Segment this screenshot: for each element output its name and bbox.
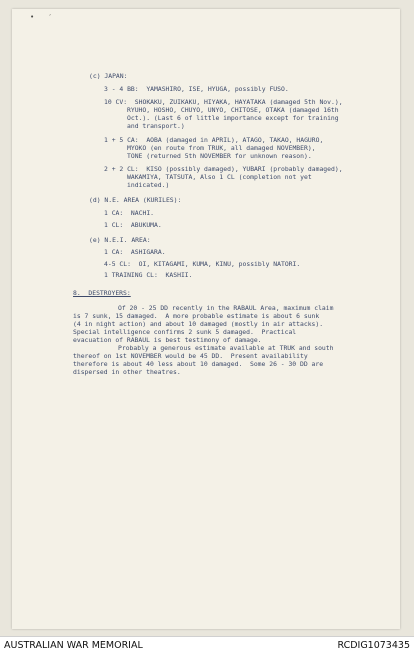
para1-line2: is 7 sunk, 15 damaged. A more probable estimate is about 6 sunk bbox=[73, 312, 320, 320]
para1-line4: Special intelligence confirms 2 sunk 5 damaged. Practical bbox=[73, 328, 297, 336]
line-cv-cont-3: and transport.) bbox=[127, 122, 185, 130]
line-cv: 10 CV: SHOKAKU, ZUIKAKU, HIYAKA, HAYATAKA (damaged 5th Nov.), bbox=[104, 98, 343, 106]
line-e-cl: 4-5 CL: OI, KITAGAMI, KUMA, KINU, possibly NATORI. bbox=[104, 260, 301, 268]
footer-bar bbox=[0, 636, 414, 654]
line-cv-cont-2: Oct.). (Last 6 of little importance except for training bbox=[127, 114, 339, 122]
line-e-ca: 1 CA: ASHIGARA. bbox=[104, 248, 166, 256]
footer-record-id: RCDIG1073435 bbox=[337, 640, 410, 651]
para1-line3: (4 in night action) and about 10 damaged (mostly in air attacks). bbox=[73, 320, 324, 328]
section-d-heading: (d) N.E. AREA (KURILES): bbox=[89, 196, 182, 204]
line-e-training: 1 TRAINING CL: KASHII. bbox=[104, 271, 193, 279]
section-c-heading: (c) JAPAN: bbox=[89, 72, 128, 80]
line-cl-cont-2: indicated.) bbox=[127, 181, 170, 189]
corner-tick: ˊ bbox=[48, 14, 53, 22]
line-cv-cont-1: RYUHO, HOSHO, CHUYO, UNYO, CHITOSE, OTAKA (damaged 16th bbox=[127, 106, 339, 114]
para1-line1: Of 20 - 25 DD recently in the RABAUL Area, maximum claim bbox=[118, 304, 334, 312]
line-cl-cont-1: WAKAMIYA, TATSUTA, Also 1 CL (completion not yet bbox=[127, 173, 312, 181]
para1-line5: evacuation of RABAUL is best testimony of damage. bbox=[73, 336, 262, 344]
section-e-heading: (e) N.E.I. AREA: bbox=[89, 236, 151, 244]
line-cl: 2 + 2 CL: KISO (possibly damaged), YUBARI (probably damaged), bbox=[104, 165, 343, 173]
footer-institution: AUSTRALIAN WAR MEMORIAL bbox=[4, 640, 143, 651]
line-d-cl: 1 CL: ABUKUMA. bbox=[104, 221, 162, 229]
para2-line1: Probably a generous estimate available at TRUK and south bbox=[118, 344, 334, 352]
para2-line2: thereof on 1st NOVEMBER would be 45 DD. Present availability bbox=[73, 352, 308, 360]
section-8-heading: 8. DESTROYERS: bbox=[73, 289, 131, 297]
para2-line4: dispersed in other theatres. bbox=[73, 368, 181, 376]
line-bb: 3 - 4 BB: YAMASHIRO, ISE, HYUGA, possibly FUSO. bbox=[104, 85, 289, 93]
line-ca-cont-2: TONE (returned 5th NOVEMBER for unknown reason). bbox=[127, 152, 312, 160]
line-ca: 1 + 5 CA: AOBA (damaged in APRIL), ATAGO, TAKAO, HAGURO, bbox=[104, 136, 324, 144]
line-d-ca: 1 CA: NACHI. bbox=[104, 209, 155, 217]
line-ca-cont-1: MYOKO (en route from TRUK, all damaged NOVEMBER), bbox=[127, 144, 316, 152]
corner-mark: • bbox=[30, 13, 35, 21]
para2-line3: therefore is about 40 less about 10 damaged. Some 26 - 30 DD are bbox=[73, 360, 324, 368]
